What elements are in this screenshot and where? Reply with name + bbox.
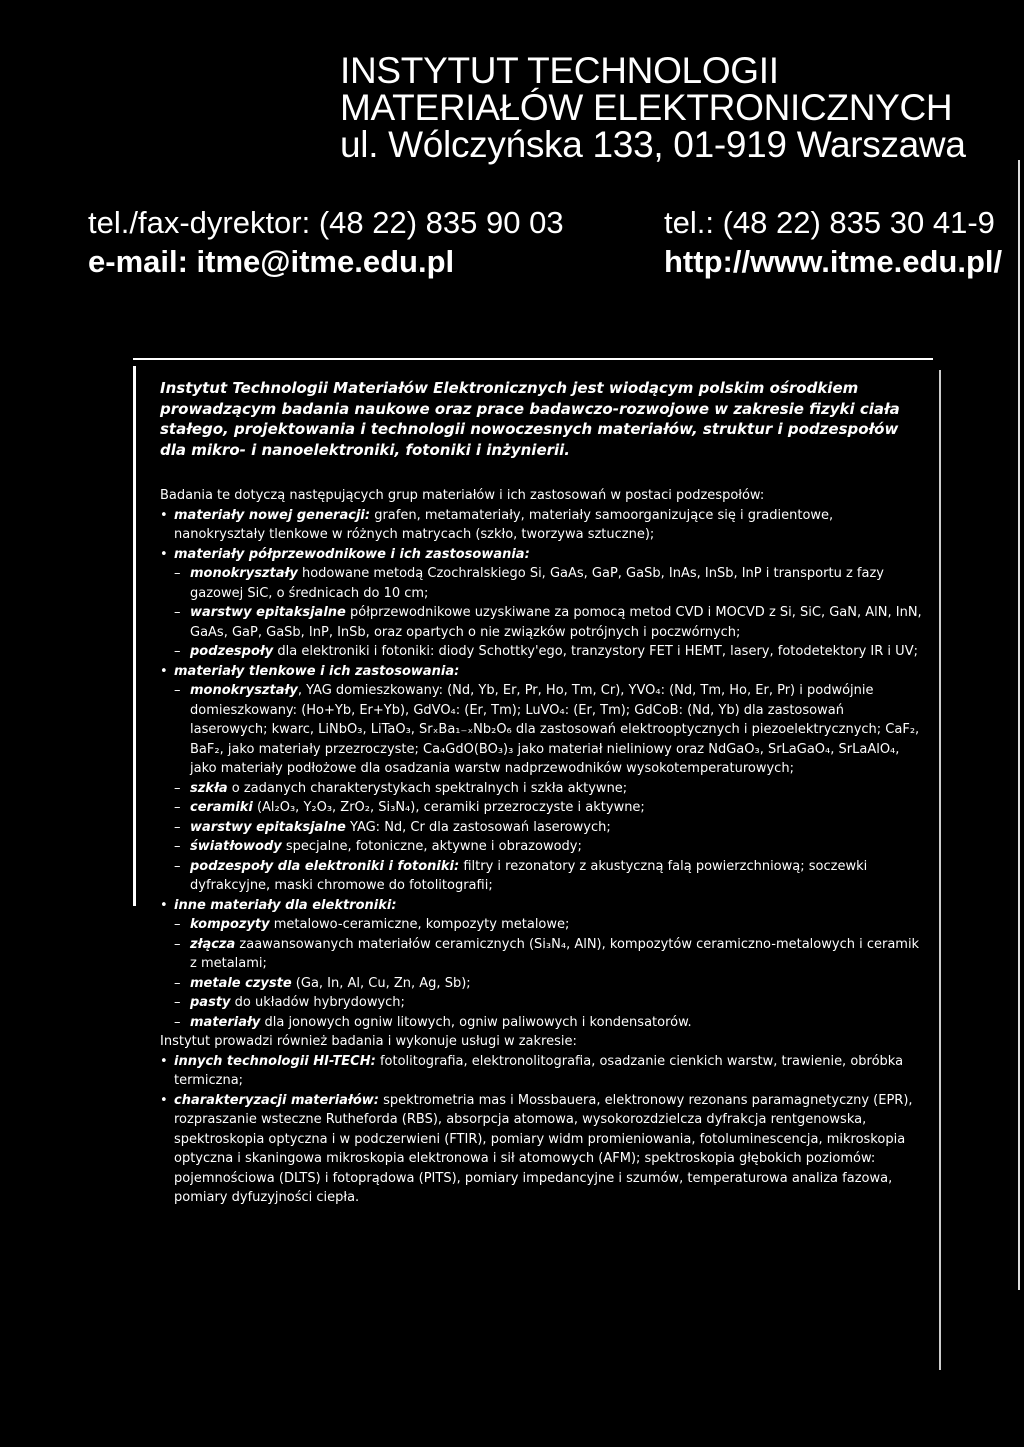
list-item: – szkła o zadanych charakterystykach spektralnych i szkła aktywne; — [160, 779, 924, 799]
website-link[interactable]: http://www.itme.edu.pl/ — [664, 244, 1003, 279]
list-item: • inne materiały dla elektroniki: — [160, 896, 924, 916]
institute-name-line2: MATERIAŁÓW ELEKTRONICZNYCH — [340, 87, 953, 128]
intro-paragraph: Instytut Technologii Materiałów Elektronicznych jest wiodącym polskim ośrodkiem prowadzącym badania naukowe oraz prace badawczo-rozwojowe w zakresie fizyki ciała stałego, projektowania i technologii nowoczesnych materiałów, struktur i podzespołów dla mikro- i nanoelektroniki, fotoniki i inżynierii. — [160, 379, 900, 459]
frame-top-border — [133, 358, 933, 360]
institute-name-line1: INSTYTUT TECHNOLOGII — [340, 50, 779, 91]
list-item: – monokryształy hodowane metodą Czochralskiego Si, GaAs, GaP, GaSb, InAs, InSb, InP i transportu z fazy gazowej SiC, o średnicach do 10 cm; — [160, 564, 924, 603]
email-address[interactable]: e-mail: itme@itme.edu.pl — [88, 244, 455, 279]
list-item: – metale czyste (Ga, In, Al, Cu, Zn, Ag, Sb); — [160, 974, 924, 994]
frame-left-border — [133, 366, 136, 906]
services-intro: Instytut prowadzi również badania i wykonuje usługi w zakresie: — [160, 1034, 577, 1049]
phone-number: tel.: (48 22) 835 30 41-9 — [664, 205, 995, 240]
list-item: – światłowody specjalne, fotoniczne, aktywne i obrazowody; — [160, 837, 924, 857]
list-item: – kompozyty metalowo-ceramiczne, kompozyty metalowe; — [160, 915, 924, 935]
list-item: – podzespoły dla elektroniki i fotoniki: diody Schottky'ego, tranzystory FET i HEMT, lasery, fotodetektory IR i UV; — [160, 642, 924, 662]
list-item: – podzespoły dla elektroniki i fotoniki: filtry i rezonatory z akustyczną falą powierzchniową; soczewki dyfrakcyjne, maski chromowe do fotolitografii; — [160, 857, 924, 896]
contact-right — [664, 203, 1002, 281]
phone-fax-director: tel./fax-dyrektor: (48 22) 835 90 03 — [88, 205, 564, 240]
list-item: • charakteryzacji materiałów: spektrometria mas i Mossbauera, elektronowy rezonans paramagnetyczny (EPR), rozpraszanie wsteczne Rutheforda (RBS), absorpcja atomowa, wysokorozdzielcza dyfrakcja rentgenowska, spektroskopia optyczna i w podczerwieni (FTIR), pomiary widm promieniowania, fotoluminescencja, mikroskopia optyczna i skaningowa mikroskopia elektronowa i sił atomowych (AFM); spektroskopia głębokich poziomów: pojemnościowa (DLTS) i fotoprądowa (PITS), pomiary impedancyjne i szumów, temperaturowa analiza fazowa, pomiary dyfuzyjności ciepła. — [160, 1091, 924, 1208]
list-item: – materiały dla jonowych ogniw litowych, ogniw paliwowych i kondensatorów. — [160, 1013, 924, 1033]
list-item: – monokryształy, YAG domieszkowany: (Nd, Yb, Er, Pr, Ho, Tm, Cr), YVO₄: (Nd, Tm, Ho, Er, Pr) i podwójnie domieszkowany: (Ho+Yb, Er+Yb), GdVO₄: (Er, Tm); LuVO₄: (Er, Tm); GdCoB: (Nd, Yb) dla zastosowań laserowych; kwarc, LiNbO₃, LiTaO₃, SrₓBa₁₋ₓNb₂O₆ dla zastosowań elektrooptycznych i piezoelektrycznych; CaF₂, BaF₂, jako materiały przezroczyste; Ca₄GdO(BO₃)₃ jako materiał nieliniowy oraz NdGaO₃, SrLaGaO₄, SrLaAlO₄, jako materiały podłożowe dla osadzania warstw nadprzewodników wysokotemperaturowych; — [160, 681, 924, 779]
list-item: • materiały tlenkowe i ich zastosowania: — [160, 662, 924, 682]
frame-right-border — [939, 370, 941, 1370]
page-edge-line — [1018, 160, 1020, 1290]
list-item: – ceramiki (Al₂O₃, Y₂O₃, ZrO₂, Si₃N₄), ceramiki przezroczyste i aktywne; — [160, 798, 924, 818]
research-content — [160, 486, 924, 1208]
research-intro: Badania te dotyczą następujących grup materiałów i ich zastosowań w postaci podzespołów: — [160, 488, 765, 503]
list-item: • materiały nowej generacji: grafen, metamateriały, materiały samoorganizujące się i gradientowe, nanokryształy tlenkowe w różnych matrycach (szkło, tworzywa sztuczne); — [160, 506, 924, 545]
list-item: • materiały półprzewodnikowe i ich zastosowania: — [160, 545, 924, 565]
list-item: – warstwy epitaksjalne YAG: Nd, Cr dla zastosowań laserowych; — [160, 818, 924, 838]
list-item: – warstwy epitaksjalne półprzewodnikowe uzyskiwane za pomocą metod CVD i MOCVD z Si, SiC, GaN, AlN, InN, GaAs, GaP, GaSb, InP, InSb, oraz opartych o nie związków potrójnych i poczwórnych; — [160, 603, 924, 642]
list-item: • innych technologii HI-TECH: fotolitografia, elektronolitografia, osadzanie cienkich warstw, trawienie, obróbka termiczna; — [160, 1052, 924, 1091]
list-item: – pasty do układów hybrydowych; — [160, 993, 924, 1013]
institute-header — [340, 52, 1020, 163]
institute-address: ul. Wólczyńska 133, 01-919 Warszawa — [340, 124, 966, 165]
contact-left — [88, 203, 564, 281]
list-item: – złącza zaawansowanych materiałów ceramicznych (Si₃N₄, AlN), kompozytów ceramiczno-metalowych i ceramik z metalami; — [160, 935, 924, 974]
